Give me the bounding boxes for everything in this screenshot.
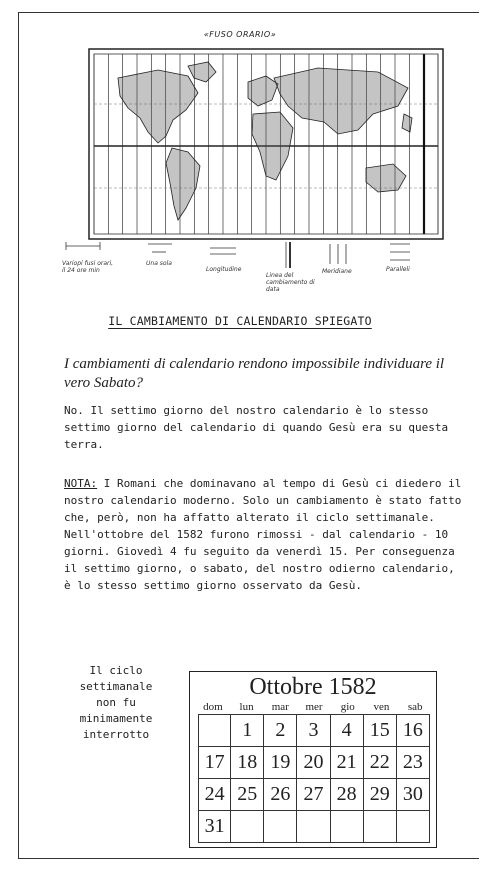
weekday-label: mer bbox=[305, 701, 323, 713]
legend-label-meridiane: Meridiane bbox=[322, 268, 352, 275]
calendar-day-cell: 29 bbox=[364, 779, 397, 811]
calendar-day-cell bbox=[198, 714, 231, 747]
weekday-label: sab bbox=[407, 701, 423, 713]
time-zone-map bbox=[88, 48, 444, 240]
calendar-day-cell: 1 bbox=[231, 714, 264, 747]
map-legend bbox=[60, 238, 460, 308]
calendar-day-cell: 20 bbox=[297, 747, 330, 779]
weekday-label: lun bbox=[239, 701, 254, 713]
calendar-grid bbox=[198, 714, 430, 841]
calendar-day-cell bbox=[264, 811, 297, 843]
calendar-day-cell: 22 bbox=[364, 747, 397, 779]
calendar-day-cell bbox=[231, 811, 264, 843]
calendar-day-cell: 18 bbox=[231, 747, 264, 779]
answer-text: No. Il settimo giorno del nostro calendario è lo stesso settimo giorno del calendario di quando Gesù era su questa terra. bbox=[64, 404, 449, 451]
calendar-day-cell: 27 bbox=[297, 779, 330, 811]
calendar-day-cell: 28 bbox=[331, 779, 364, 811]
calendar-day-cell bbox=[297, 811, 330, 843]
calendar-day-cell bbox=[331, 811, 364, 843]
calendar-day-cell: 3 bbox=[297, 714, 330, 747]
question-text: I cambiamenti di calendario rendono impossibile individuare il vero Sabato? bbox=[64, 356, 445, 391]
map-title: «FUSO ORARIO» bbox=[203, 30, 277, 39]
calendar-day-cell: 15 bbox=[364, 714, 397, 747]
world-map-figure bbox=[88, 48, 444, 240]
legend-label-paralleli: Paralleli bbox=[386, 266, 410, 273]
calendar-day-cell: 30 bbox=[397, 779, 430, 811]
legend-label-cambiamento-data: Linea del cambiamento di data bbox=[266, 272, 315, 293]
calendar-day-cell bbox=[397, 811, 430, 843]
calendar-day-cell: 2 bbox=[264, 714, 297, 747]
nota-paragraph bbox=[64, 475, 464, 594]
nota-label: NOTA: bbox=[64, 477, 98, 490]
calendar-day-cell: 21 bbox=[331, 747, 364, 779]
calendar-day-cell: 17 bbox=[198, 747, 231, 779]
weekday-label: ven bbox=[373, 701, 390, 713]
calendar-day-cell: 31 bbox=[198, 811, 231, 843]
calendar-title: Ottobre 1582 bbox=[249, 674, 377, 700]
calendar-day-cell bbox=[364, 811, 397, 843]
legend-label-fusi: Variopi fusi orari, il 24 ore min bbox=[62, 260, 114, 274]
calendar-day-cell: 24 bbox=[198, 779, 231, 811]
calendar-day-cell: 16 bbox=[397, 714, 430, 747]
legend-label-longitudine: Longitudine bbox=[206, 266, 242, 273]
nota-text: I Romani che dominavano al tempo di Gesù ci diedero il nostro calendario moderno. Solo un cambiamento è stato fatto che, però, non ha affatto alterato il ciclo settimanale. Nell'ottobre del 1582 furono rimossi - dal calendario - 10 giorni. Giovedì 4 fu seguito da venerdì 15. Per conseguenza il settimo giorno, o sabato, del nostro odierno calendario, è lo stesso settimo giorno osservato da Gesù. bbox=[64, 477, 462, 592]
calendar-day-cell: 4 bbox=[331, 714, 364, 747]
calendar-day-cell: 25 bbox=[231, 779, 264, 811]
side-note: Il ciclo settimanale non fu minimamente interrotto bbox=[79, 664, 153, 741]
calendar-october-1582 bbox=[189, 671, 437, 848]
weekday-label: mar bbox=[271, 701, 289, 713]
weekday-label: gio bbox=[340, 701, 355, 713]
calendar-day-cell: 19 bbox=[264, 747, 297, 779]
calendar-day-cell: 26 bbox=[264, 779, 297, 811]
weekday-label: dom bbox=[203, 701, 223, 713]
section-title-text: IL CAMBIAMENTO DI CALENDARIO SPIEGATO bbox=[108, 314, 372, 328]
section-title bbox=[0, 314, 480, 328]
calendar-day-cell: 23 bbox=[397, 747, 430, 779]
legend-label-una-sola: Una sola bbox=[146, 260, 172, 267]
calendar-weekday-header bbox=[196, 701, 432, 713]
